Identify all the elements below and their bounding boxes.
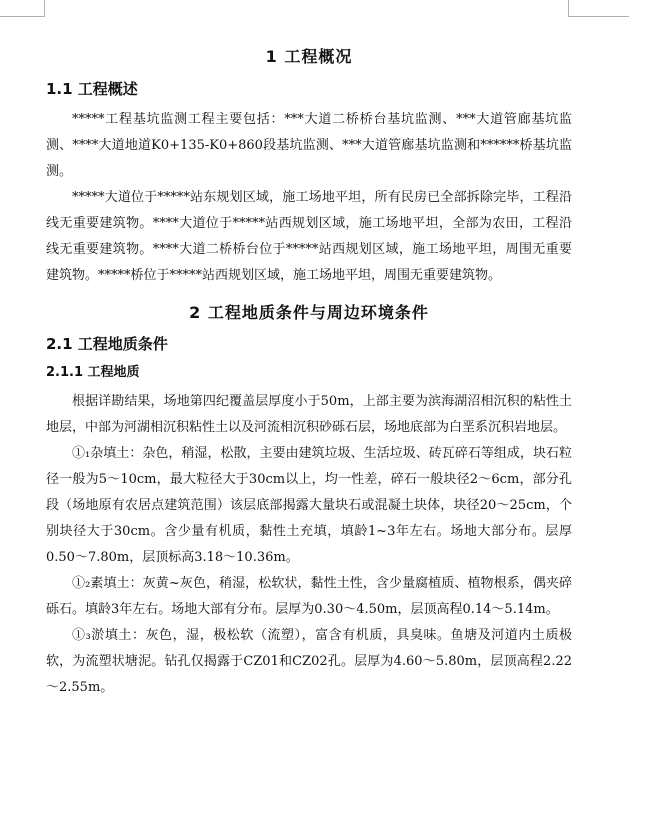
document-page <box>46 42 572 701</box>
paragraph-site-description: *****大道位于*****站东规划区域，施工场地平坦，所有民房已全部拆除完毕，工程沿线无重要建筑物。****大道位于*****站西规划区域，施工场地平坦，全部为农田，工程沿线无重要建筑物。****大道二桥桥台位于*****站西规划区域，施工场地平坦，周围无重要建筑物。*****桥位于*****站西规划区域，施工场地平坦，周围无重要建筑物。 <box>46 190 572 283</box>
section-heading-2-1-1: 2.1.1 工程地质 <box>46 365 140 380</box>
section-heading-1-1: 1.1 工程概述 <box>46 80 138 98</box>
section-heading-2-1: 2.1 工程地质条件 <box>46 335 168 353</box>
paragraph-geology-overview: 根据详勘结果，场地第四纪覆盖层厚度小于50m，上部主要为滨海湖沼相沉积的粘性土地层，中部为河湖相沉积粘性土以及河流相沉积砂砾石层，场地底部为白垩系沉积岩地层。 <box>46 394 572 435</box>
crop-mark-top-right <box>568 0 629 17</box>
crop-mark-top-left <box>0 0 45 17</box>
paragraph-layer-1-3: ①₃淤填土：灰色，湿，极松软（流塑），富含有机质，具臭味。鱼塘及河道内土质极软，为流塑状塘泥。钻孔仅揭露于CZ01和CZ02孔。层厚为4.60～5.80m，层顶高程2.22～2.55m。 <box>46 628 572 695</box>
paragraph-layer-1-2: ①₂素填土：灰黄~灰色，稍湿，松软状，黏性土性，含少量腐植质、植物根系，偶夹碎砾石。填龄3年左右。场地大部有分布。层厚为0.30～4.50m，层顶高程0.14～5.14m。 <box>46 576 572 617</box>
chapter-title-1: 1 工程概况 <box>265 47 353 66</box>
paragraph-project-scope: *****工程基坑监测工程主要包括：***大道二桥桥台基坑监测、***大道管廊基坑监测、****大道地道K0+135-K0+860段基坑监测、***大道管廊基坑监测和******桥基坑监测。 <box>46 112 572 179</box>
paragraph-layer-1-1: ①₁杂填土：杂色，稍湿，松散，主要由建筑垃圾、生活垃圾、砖瓦碎石等组成，块石粒径一般为5～10cm，最大粒径大于30cm以上，均一性差，碎石一般块径2～6cm，部分孔段（场地原有农居点建筑范围）该层底部揭露大量块石或混凝土块体，块径20～25cm，个别块径大于30cm。含少量有机质，黏性土充填，填龄1~3年左右。场地大部分布。层厚0.50～7.80m，层顶标高3.18～10.36m。 <box>46 446 572 565</box>
chapter-title-2: 2 工程地质条件与周边环境条件 <box>189 303 429 322</box>
